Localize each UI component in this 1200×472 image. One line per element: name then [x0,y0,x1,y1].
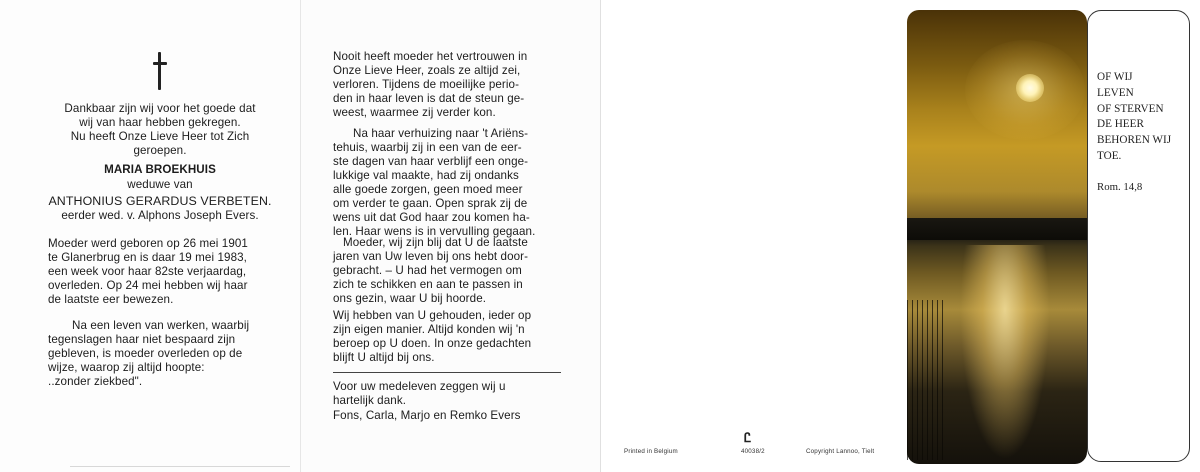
former-marriage: eerder wed. v. Alphons Joseph Evers. [61,209,259,222]
verse-line-3: OF STERVEN [1097,102,1164,115]
p4-line-4: blijft U altijd bij ons. [333,351,435,364]
verse-line-5: BEHOREN WIJ [1097,134,1172,147]
left-panel [0,0,300,472]
verse-line-1: OF WIJ [1097,71,1133,83]
p2-line-5: alle goede zorgen, geen moed meer [333,183,523,196]
p4-line-2: zijn eigen manier. Altijd konden wij 'n [333,323,525,336]
life-line-5: ..zonder ziekbed". [48,375,143,388]
verse-line-6: TOE. [1097,149,1122,162]
back-panel [600,0,901,472]
p2-line-7: wens uit dat God haar zou komen ha- [333,211,530,224]
p3-line-4: zich te schikken en aan te passen in [333,278,523,291]
thanks-line-2: hartelijk dank. [333,394,407,407]
p1-line-2: Onze Lieve Heer, zoals ze altijd zei, [333,64,521,77]
cross-icon [153,52,167,90]
bio-line-3: een week voor haar 82ste verjaardag, [48,265,247,278]
p1-line-3: verloren. Tijdens de moeilijke perio- [333,78,520,91]
p1-line-1: Nooit heeft moeder het vertrouwen in [333,50,528,63]
water-reflection [960,245,1050,460]
p1-line-5: weest, waarmee zij verder kon. [333,106,496,119]
p2-line-2: tehuis, waarbij zij in een van de eer- [333,141,522,154]
thanks-line-1: Voor uw medeleven zeggen wij u [333,380,506,393]
intro-line-1: Dankbaar zijn wij voor het goede dat [64,102,256,115]
bio-line-2: te Glanerbrug en is daar 19 mei 1983, [48,251,247,264]
bio-line-5: de laatste eer bewezen. [48,293,174,306]
p1-line-4: den in haar leven is dat de steun ge- [333,92,525,105]
horizon [907,218,1087,240]
p2-line-6: om verder te gaan. Open sprak zij de [333,197,528,210]
intro-line-4: geroepen. [133,144,187,157]
p4-line-1: Wij hebben van U gehouden, ieder op [333,309,532,322]
sun [1016,74,1044,102]
life-line-2: tegenslagen haar niet bespaard zijn [48,333,236,346]
verse-line-2: LEVEN [1097,86,1134,99]
verse-reference: Rom. 14,8 [1097,181,1143,193]
life-line-1: Na een leven van werken, waarbij [72,319,250,332]
p3-line-5: ons gezin, waar U bij hoorde. [333,292,487,305]
verse-text [1097,70,1171,165]
p2-line-1: Na haar verhuizing naar 't Ariëns- [353,127,529,140]
family-signature: Fons, Carla, Marjo en Remko Evers [333,409,521,422]
life-line-3: gebleven, is moeder overleden op de [48,347,243,360]
p2-line-8: len. Haar wens is in vervulling gegaan. [333,225,536,238]
intro-line-2: wij van haar hebben gekregen. [79,116,241,129]
p4-line-3: beroep op U doen. In onze gedachten [333,337,532,350]
husband-name: ANTHONIUS GERARDUS VERBETEN. [48,194,272,208]
publisher-logo: Ꮭ [744,430,752,445]
p2-line-3: ste dagen van haar verblijf een onge- [333,155,529,168]
p3-line-2: jaren van Uw leven bij ons hebt door- [333,250,529,263]
p3-line-1: Moeder, wij zijn blij dat U de laatste [343,236,528,249]
verse-line-4: DE HEER [1097,118,1144,131]
printed-in: Printed in Belgium [624,448,678,455]
fold-line [70,466,290,467]
p2-line-4: lukkige val maakte, had zij ondanks [333,169,519,182]
bio-line-4: overleden. Op 24 mei hebben wij haar [48,279,248,292]
p3-line-3: gebracht. – U had het vermogen om [333,264,522,277]
intro-line-3: Nu heeft Onze Lieve Heer tot Zich [70,130,250,143]
card-code: 40038/2 [741,448,765,455]
reeds [907,300,947,460]
copyright: Copyright Lannoo, Tielt [806,448,875,455]
divider-rule [333,372,561,373]
bio-line-1: Moeder werd geboren op 26 mei 1901 [48,237,248,250]
life-line-4: wijze, waarop zij altijd hoopte: [48,361,205,374]
widow-of: weduwe van [127,178,193,191]
deceased-name: MARIA BROEKHUIS [104,163,216,176]
